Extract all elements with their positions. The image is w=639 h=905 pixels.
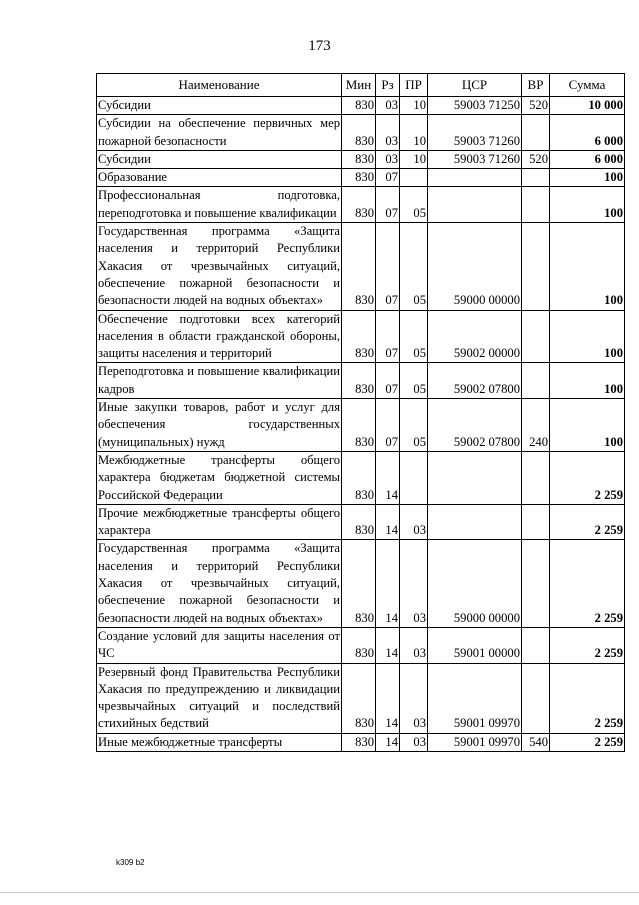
cell-rz: 07 (376, 223, 400, 310)
cell-csr (428, 504, 522, 540)
cell-sum: 100 (550, 363, 625, 399)
cell-rz: 14 (376, 663, 400, 733)
cell-name: Образование (97, 169, 342, 187)
cell-name: Субсидии (97, 97, 342, 115)
table-row (97, 363, 625, 399)
table-row (97, 223, 625, 310)
cell-csr: 59001 09970 (428, 663, 522, 733)
cell-pr: 05 (400, 310, 428, 363)
cell-rz: 07 (376, 187, 400, 223)
cell-min: 830 (342, 363, 376, 399)
cell-vr: 520 (522, 97, 550, 115)
footer-code: k309 b2 (116, 858, 145, 867)
cell-name: Субсидии (97, 150, 342, 168)
cell-sum: 2 259 (550, 663, 625, 733)
cell-sum: 100 (550, 169, 625, 187)
header-rz: Рз (376, 74, 400, 97)
cell-rz: 14 (376, 627, 400, 663)
table-row (97, 399, 625, 452)
cell-csr (428, 187, 522, 223)
cell-min: 830 (342, 97, 376, 115)
cell-name: Обеспечение подготовки всех категорий населения в области гражданской обороны, защиты населения и территорий (97, 310, 342, 363)
header-min: Мин (342, 74, 376, 97)
cell-vr (522, 115, 550, 151)
table-row (97, 187, 625, 223)
cell-min: 830 (342, 627, 376, 663)
cell-name: Профессиональная подготовка, переподготовка и повышение квалификации (97, 187, 342, 223)
table-row (97, 540, 625, 627)
cell-pr: 10 (400, 150, 428, 168)
cell-vr (522, 540, 550, 627)
cell-pr: 03 (400, 504, 428, 540)
cell-vr (522, 627, 550, 663)
cell-sum: 6 000 (550, 115, 625, 151)
table-row (97, 115, 625, 151)
table-body (97, 97, 625, 752)
cell-rz: 14 (376, 504, 400, 540)
table-header-row (97, 74, 625, 97)
cell-vr (522, 310, 550, 363)
cell-csr (428, 169, 522, 187)
cell-rz: 07 (376, 310, 400, 363)
cell-min: 830 (342, 115, 376, 151)
cell-vr: 520 (522, 150, 550, 168)
cell-pr: 10 (400, 97, 428, 115)
cell-rz: 14 (376, 451, 400, 504)
page-edge-line (0, 892, 639, 893)
cell-sum: 100 (550, 223, 625, 310)
table-row (97, 451, 625, 504)
cell-sum: 2 259 (550, 504, 625, 540)
cell-name: Субсидии на обеспечение первичных мер пожарной безопасности (97, 115, 342, 151)
cell-csr: 59001 00000 (428, 627, 522, 663)
cell-pr (400, 451, 428, 504)
cell-min: 830 (342, 399, 376, 452)
cell-name: Государственная программа «Защита населения и территорий Республики Хакасия от чрезвычайных ситуаций, обеспечение пожарной безопасности и безопасности людей на водных объектах» (97, 540, 342, 627)
cell-sum: 100 (550, 187, 625, 223)
cell-csr: 59000 00000 (428, 223, 522, 310)
cell-csr: 59001 09970 (428, 733, 522, 751)
cell-name: Межбюджетные трансферты общего характера бюджетам бюджетной системы Российской Федерации (97, 451, 342, 504)
cell-rz: 14 (376, 540, 400, 627)
cell-csr: 59003 71250 (428, 97, 522, 115)
cell-sum: 100 (550, 310, 625, 363)
cell-pr: 03 (400, 540, 428, 627)
page-number: 173 (308, 38, 331, 54)
cell-min: 830 (342, 504, 376, 540)
cell-name: Резервный фонд Правительства Республики Хакасия по предупреждению и ликвидации чрезвычайных ситуаций и последствий стихийных бедствий (97, 663, 342, 733)
cell-pr: 05 (400, 187, 428, 223)
cell-vr (522, 504, 550, 540)
header-pr: ПР (400, 74, 428, 97)
table-row (97, 97, 625, 115)
cell-name: Государственная программа «Защита населения и территорий Республики Хакасия от чрезвычайных ситуаций, обеспечение пожарной безопасности и безопасности людей на водных объектах» (97, 223, 342, 310)
cell-pr: 10 (400, 115, 428, 151)
cell-pr: 05 (400, 363, 428, 399)
table-row (97, 733, 625, 751)
cell-csr: 59000 00000 (428, 540, 522, 627)
cell-name: Иные межбюджетные трансферты (97, 733, 342, 751)
cell-sum: 2 259 (550, 540, 625, 627)
cell-rz: 03 (376, 115, 400, 151)
header-vr: ВР (522, 74, 550, 97)
cell-pr: 05 (400, 223, 428, 310)
cell-csr: 59002 07800 (428, 399, 522, 452)
cell-rz: 14 (376, 733, 400, 751)
cell-pr: 03 (400, 663, 428, 733)
cell-min: 830 (342, 187, 376, 223)
cell-vr: 240 (522, 399, 550, 452)
table-row (97, 504, 625, 540)
cell-sum: 2 259 (550, 733, 625, 751)
cell-pr: 05 (400, 399, 428, 452)
cell-vr: 540 (522, 733, 550, 751)
cell-csr: 59003 71260 (428, 150, 522, 168)
cell-name: Переподготовка и повышение квалификации кадров (97, 363, 342, 399)
cell-rz: 07 (376, 399, 400, 452)
cell-vr (522, 223, 550, 310)
cell-vr (522, 451, 550, 504)
cell-rz: 07 (376, 363, 400, 399)
table-row (97, 627, 625, 663)
cell-min: 830 (342, 223, 376, 310)
cell-csr: 59002 07800 (428, 363, 522, 399)
header-sum: Сумма (550, 74, 625, 97)
header-csr: ЦСР (428, 74, 522, 97)
table-row (97, 169, 625, 187)
cell-csr (428, 451, 522, 504)
cell-vr (522, 363, 550, 399)
cell-pr (400, 169, 428, 187)
cell-sum: 2 259 (550, 451, 625, 504)
cell-min: 830 (342, 540, 376, 627)
cell-pr: 03 (400, 733, 428, 751)
table-row (97, 310, 625, 363)
cell-csr: 59003 71260 (428, 115, 522, 151)
budget-table (96, 73, 625, 752)
cell-min: 830 (342, 733, 376, 751)
cell-min: 830 (342, 150, 376, 168)
cell-vr (522, 169, 550, 187)
header-name: Наименование (97, 74, 342, 97)
cell-name: Создание условий для защиты населения от ЧС (97, 627, 342, 663)
cell-rz: 03 (376, 150, 400, 168)
cell-min: 830 (342, 451, 376, 504)
cell-vr (522, 663, 550, 733)
cell-name: Прочие межбюджетные трансферты общего характера (97, 504, 342, 540)
cell-sum: 6 000 (550, 150, 625, 168)
cell-vr (522, 187, 550, 223)
cell-csr: 59002 00000 (428, 310, 522, 363)
cell-min: 830 (342, 169, 376, 187)
cell-rz: 03 (376, 97, 400, 115)
cell-sum: 100 (550, 399, 625, 452)
cell-pr: 03 (400, 627, 428, 663)
cell-sum: 2 259 (550, 627, 625, 663)
table-row (97, 663, 625, 733)
cell-min: 830 (342, 663, 376, 733)
cell-name: Иные закупки товаров, работ и услуг для обеспечения государственных (муниципальных) нужд (97, 399, 342, 452)
cell-rz: 07 (376, 169, 400, 187)
table-row (97, 150, 625, 168)
cell-min: 830 (342, 310, 376, 363)
cell-sum: 10 000 (550, 97, 625, 115)
